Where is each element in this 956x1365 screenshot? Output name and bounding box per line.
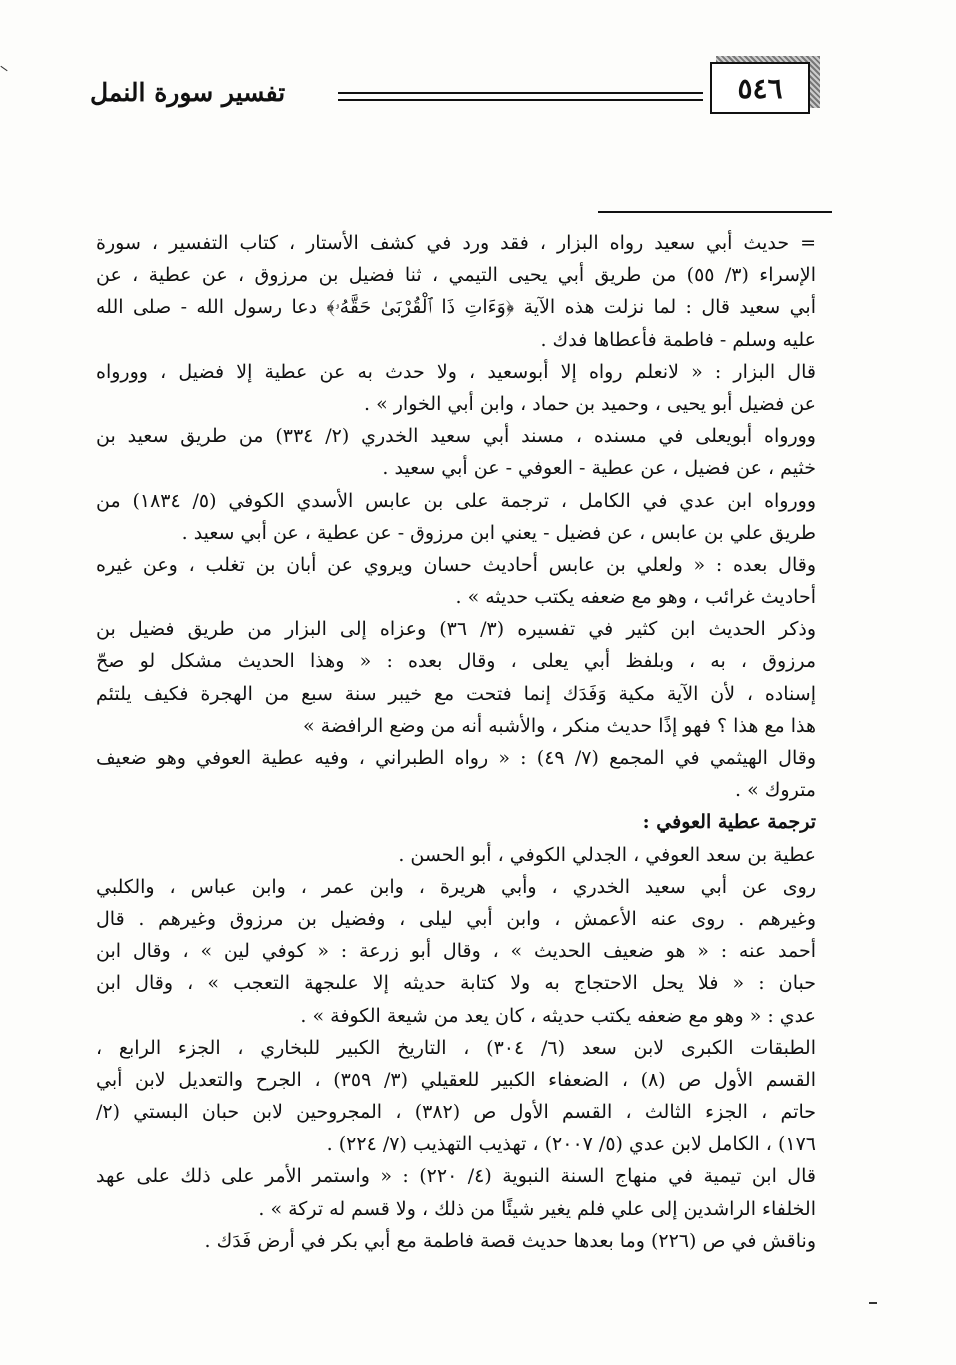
footnote-line: وورواه أبويعلى في مسنده ، مسند أبي سعيد الخدري (٢/ ٣٣٤) من طريق سعيد بن <box>96 425 816 448</box>
surah-title: تفسير سورة النمل <box>90 78 286 107</box>
footnote-line: متروك » . <box>735 779 816 802</box>
footnote-line: أبي سعيد قال : لما نزلت هذه الآية ﴿وَءَاتِ ذَا ٱلْقُرْبَىٰ حَقَّهُۥ﴾ دعا رسول الله - صلى الله <box>96 296 816 319</box>
footnote-line: ١٧٦) ، الكامل لابن عدي (٥/ ٢٠٠٧) ، تهذيب التهذيب (٧/ ٢٢٤) . <box>326 1133 816 1156</box>
footnote-line: أحمد عنه : « هو ضعيف الحديث » ، وقال أبو زرعة : « كوفي لين » ، وقال ابن <box>96 940 816 963</box>
header-rule <box>338 92 703 101</box>
footnote-line: وورواه ابن عدي في الكامل ، ترجمة على بن عابس الأسدي الكوفي (٥/ ١٨٣٤) من <box>96 489 816 512</box>
footnote-line: هذا مع هذا ؟ فهو إذًا حديث منكر ، والأشبه أنه من وضع الرافضة » <box>303 714 816 737</box>
footnote-line: الخلفاء الراشدين إلى علي فلم يغير شيئًا من ذلك ، ولا قسم له تركة » . <box>258 1197 816 1220</box>
footnote-line: وقال بعده : « ولعلي بن عابس أحاديث حسان ويروي عن أبان بن تغلب ، وعن غيره <box>96 553 816 576</box>
footnote-line: حاتم ، الجزء الثالث ، القسم الأول ص (٣٨٢) ، المجروحين لابن حبان البستي (٢/ <box>96 1101 816 1124</box>
footnote-line: خثيم ، عن فضيل ، عن عطية - العوفي - عن أبي سعيد . <box>382 457 816 480</box>
footnote-line: وغيرهم . روى عنه الأعمش ، وابن أبي ليلى ، وفضيل بن مرزوق وغيرهم . قال <box>96 907 816 930</box>
footnote-rule <box>598 211 832 213</box>
dash-mark <box>869 1302 877 1304</box>
footnote-line: عن فضيل أبو يحيى ، وحميد بن حماد ، وابن أبي الخوار » . <box>364 392 816 415</box>
corner-mark <box>0 66 7 71</box>
footnote-line: حبان : « فلا يحل الاحتجاج به ولا كتابة حديثه إلا علىجهة التعجب » ، وقال ابن <box>96 972 816 995</box>
footnote-line: عليه وسلم - فاطمة فأعطاها فدك . <box>540 328 816 351</box>
footnote-line: عطية بن سعد العوفي ، الجدلي الكوفي ، أبو الحسن . <box>398 843 816 866</box>
footnote-line: إسناده ، لأن الآية مكية وَفَدَك إنما فتحت مع خيبر سنة سبع من الهجرة فكيف يلتئم <box>96 682 816 705</box>
footnote-line: عدي : « وهو مع ضعفه يكتب حديثه ، كان يعد من شيعة الكوفة » . <box>300 1004 816 1027</box>
footnote-line: وذكر الحديث ابن كثير في تفسيره (٣/ ٣٦) وعزاه إلى البزار من طريق فضيل بن <box>96 618 816 641</box>
footnote-line: أحاديث غرائب ، وهو مع ضعفه يكتب حديثه » . <box>455 586 816 609</box>
footnote-line: القسم الأول ص (٨) ، الضعفاء الكبير للعقيلي (٣/ ٣٥٩) ، الجرح والتعديل لابن أبي <box>96 1068 816 1091</box>
footnote-text <box>96 227 816 1257</box>
footnote-line: وقال الهيثمي في المجمع (٧/ ٤٩) : « رواه الطبراني ، وفيه عطية العوفي وهو ضعيف <box>96 747 816 769</box>
footnote-line: طريق علي بن عابس ، عن فضيل - يعني ابن مرزوق - عن عطية ، عن أبي سعيد . <box>181 521 816 544</box>
footnote-line: وناقش في ص (٢٢٦) وما بعدها حديث قصة فاطمة مع أبي بكر في أرض فَدَك . <box>204 1229 816 1252</box>
page-number: ٥٤٦ <box>710 62 810 114</box>
footnote-line: قال ابن تيمية في منهاج السنة النبوية (٤/ ٢٢٠) : « واستمر الأمر على ذلك على عهد <box>96 1165 816 1188</box>
footnote-line: قال البزار : « لانعلم رواه إلا أبوسعيد ، ولا حدث به عن عطية إلا فضيل ، وورواه <box>96 360 816 383</box>
footnote-line: = حديث أبي سعيد رواه البزار ، فقد ورد في كشف الأستار ، كتاب التفسير ، سورة <box>96 232 816 254</box>
footnote-line: مرزوق ، به ، وبلفظ أبي يعلى ، وقال بعده : « وهذا الحديث مشكل لو صحّ <box>96 650 816 673</box>
footnote-line: الإسراء (٣/ ٥٥) من طريق أبي يحيى التيمي ، ثنا فضيل بن مرزوق ، عن عطية ، عن <box>96 264 816 287</box>
section-heading: ترجمة عطية العوفي : <box>642 811 816 834</box>
footnote-line: روى عن أبي سعيد الخدري ، وأبي هريرة ، وابن عمر ، وابن عباس ، والكلبي <box>96 875 816 898</box>
footnote-line: الطبقات الكبرى لابن سعد (٦/ ٣٠٤) ، التاريخ الكبير للبخاري ، الجزء الرابع ، <box>96 1036 816 1059</box>
